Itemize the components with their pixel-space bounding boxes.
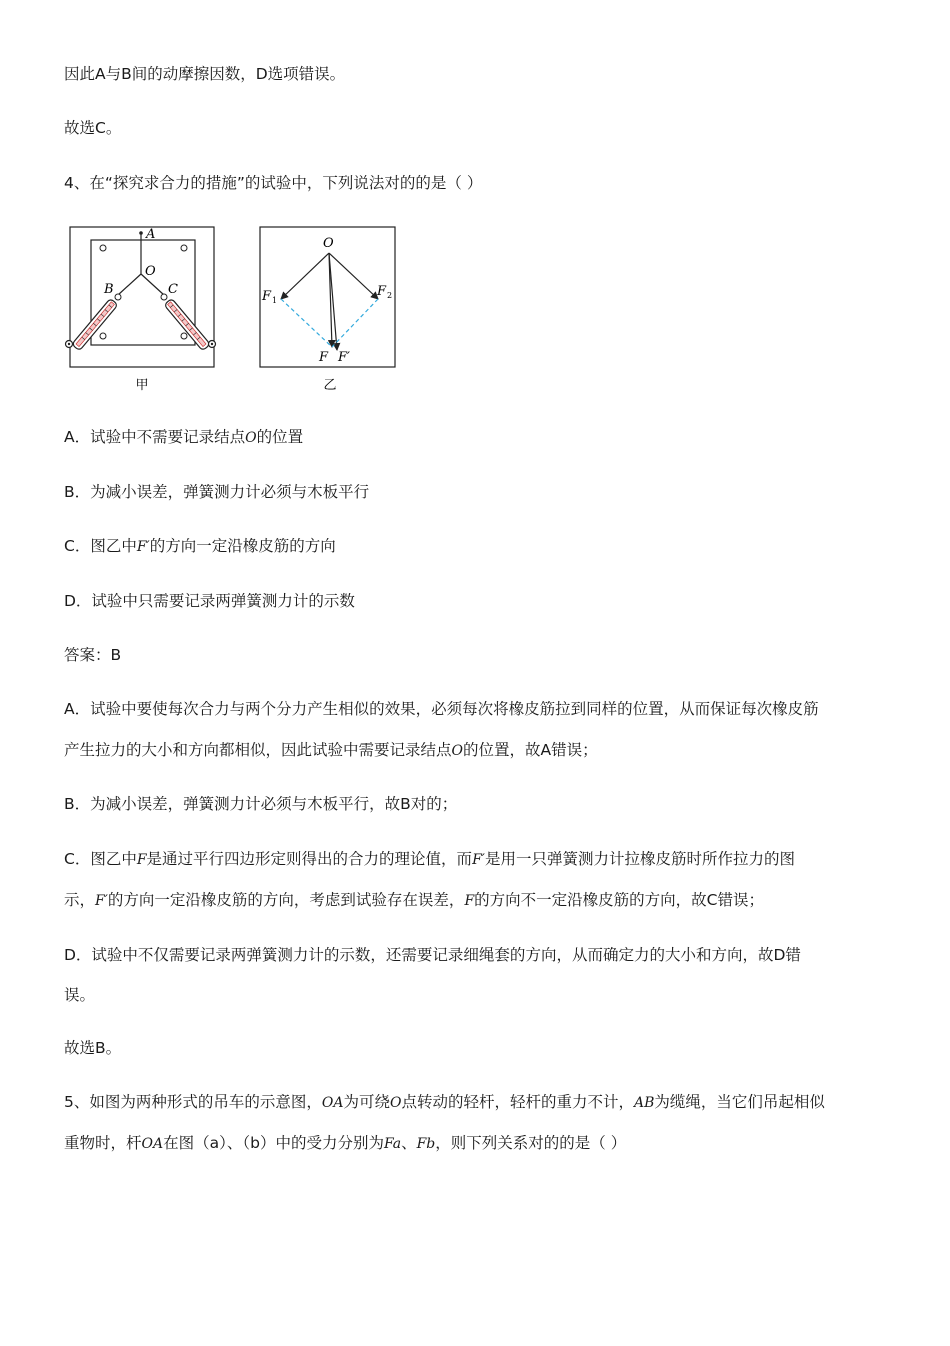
option-d: D．试验中只需要记录两弹簧测力计的示数 [64,592,355,610]
explanation-c-line1: C．图乙中F是通过平行四边形定则得出的合力的理论值，而F′是用一只弹簧测力计拉橡皮筋时所作拉力的图 [64,850,795,868]
label-f2: F [377,284,387,299]
label-f: F [319,350,329,365]
explanation-d-line1: D．试验中不仅需要记录两弹簧测力计的示数，还需要记录细绳套的方向，从而确定力的大小和方向，故D错 [64,946,801,964]
explanation-d-line2: 误。 [64,986,96,1004]
figure-jia [60,222,225,397]
label-f1: F [262,289,272,304]
label-f-prime: F′ [338,350,350,365]
label-c: C [168,282,178,297]
question-5-line1: 5、如图为两种形式的吊车的示意图，OA为可绕O点转动的轻杆，轻杆的重力不计，AB为缆绳，当它们吊起相似 [64,1093,825,1111]
option-c: C．图乙中F′的方向一定沿橡皮筋的方向 [64,537,336,555]
label-b: B [104,282,114,297]
explanation-c-line2: 示，F′的方向一定沿橡皮筋的方向，考虑到试验存在误差，F的方向不一定沿橡皮筋的方向，故C错误； [64,891,764,909]
option-b: B．为减小误差，弹簧测力计必须与木板平行 [64,483,370,501]
figure-yi [252,222,402,397]
text-line: 故选C。 [64,119,122,137]
answer: 答案：B [64,646,122,664]
caption-jia: 甲 [135,378,149,393]
option-a: A．试验中不需要记录结点O的位置 [64,428,304,446]
label-f1-sub: 1 [272,296,278,305]
label-o: O [323,236,334,251]
explanation-a-line2: 产生拉力的大小和方向都相似，因此试验中需要记录结点O的位置，故A错误； [64,741,598,759]
explanation-a-line1: A．试验中要使每次合力与两个分力产生相似的效果，必须每次将橡皮筋拉到同样的位置，从而保证每次橡皮筋 [64,700,819,718]
explanation-b: B．为减小误差，弹簧测力计必须与木板平行，故B对的； [64,795,458,813]
label-a: A [146,227,156,242]
final-answer: 故选B。 [64,1039,122,1057]
caption-yi: 乙 [323,378,337,393]
text-line: 因此A与B间的动摩擦因数，D选项错误。 [64,65,346,83]
label-o: O [145,264,156,279]
question-5-line2: 重物时，杆OA在图（a）、（b）中的受力分别为Fa、Fb，则下列关系对的的是（ ） [64,1134,627,1152]
question-4: 4、在“探究求合力的措施”的试验中，下列说法对的的是（ ） [64,174,483,192]
label-f2-sub: 2 [387,291,393,300]
